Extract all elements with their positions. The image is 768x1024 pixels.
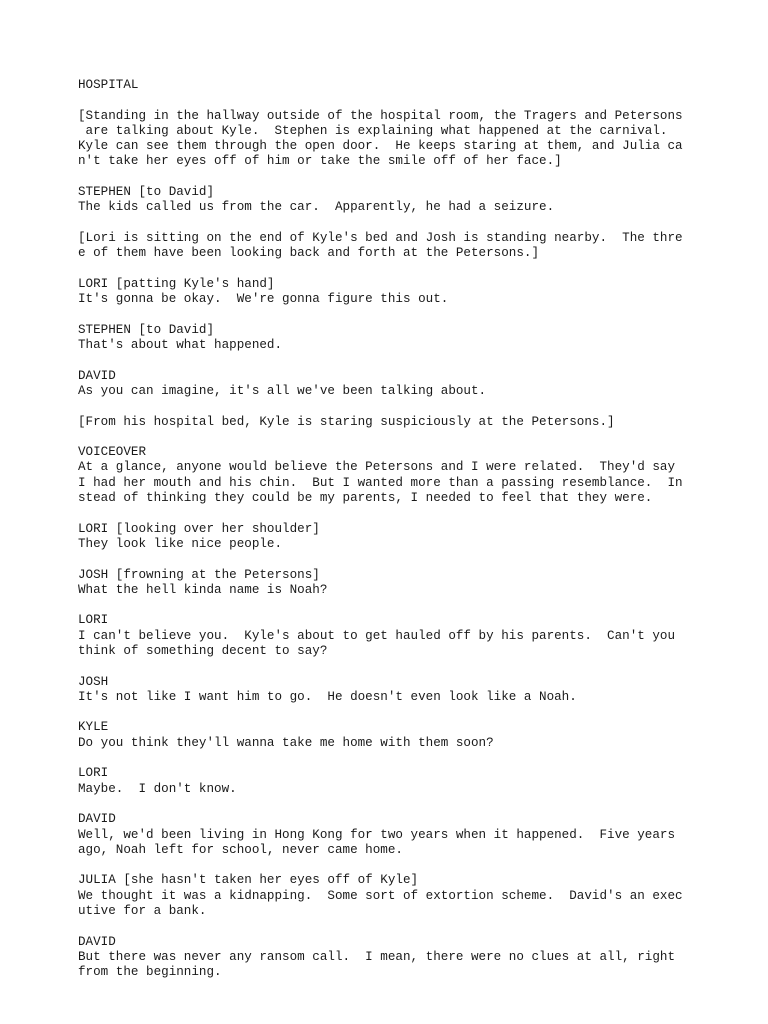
dialogue-line: from the beginning. bbox=[78, 965, 222, 980]
dialogue-block bbox=[78, 185, 718, 216]
dialogue-block bbox=[78, 613, 718, 659]
action-line: [Standing in the hallway outside of the hospital room, the Tragers and Petersons bbox=[78, 108, 683, 123]
dialogue-block bbox=[78, 445, 718, 506]
character-cue: JULIA [she hasn't taken her eyes off of Kyle] bbox=[78, 873, 419, 888]
dialogue-block bbox=[78, 675, 718, 706]
dialogue-line: utive for a bank. bbox=[78, 904, 207, 919]
dialogue-line: What the hell kinda name is Noah? bbox=[78, 582, 328, 597]
dialogue-block bbox=[78, 323, 718, 354]
dialogue-block bbox=[78, 277, 718, 308]
action-block bbox=[78, 415, 718, 430]
dialogue-line: Well, we'd been living in Hong Kong for two years when it happened. Five years bbox=[78, 827, 676, 842]
dialogue-block bbox=[78, 720, 718, 751]
action-line: [From his hospital bed, Kyle is staring suspiciously at the Petersons.] bbox=[78, 414, 615, 429]
dialogue-block bbox=[78, 766, 718, 797]
dialogue-line: At a glance, anyone would believe the Petersons and I were related. They'd say bbox=[78, 460, 676, 475]
character-cue: DAVID bbox=[78, 368, 116, 383]
dialogue-block bbox=[78, 568, 718, 599]
dialogue-line: I can't believe you. Kyle's about to get hauled off by his parents. Can't you bbox=[78, 628, 676, 643]
dialogue-line: But there was never any ransom call. I mean, there were no clues at all, right bbox=[78, 949, 676, 964]
dialogue-line: I had her mouth and his chin. But I wanted more than a passing resemblance. In bbox=[78, 475, 683, 490]
dialogue-line: As you can imagine, it's all we've been talking about. bbox=[78, 383, 487, 398]
character-cue: STEPHEN [to David] bbox=[78, 185, 215, 200]
scene-heading bbox=[78, 78, 718, 93]
dialogue-line: It's not like I want him to go. He doesn't even look like a Noah. bbox=[78, 689, 577, 704]
action-block bbox=[78, 109, 718, 170]
character-cue: LORI [patting Kyle's hand] bbox=[78, 276, 275, 291]
action-line: Kyle can see them through the open door. He keeps staring at them, and Julia ca bbox=[78, 139, 683, 154]
character-cue: DAVID bbox=[78, 812, 116, 827]
dialogue-block bbox=[78, 935, 718, 981]
dialogue-line: The kids called us from the car. Apparently, he had a seizure. bbox=[78, 200, 555, 215]
character-cue: LORI bbox=[78, 613, 109, 628]
character-cue: KYLE bbox=[78, 720, 109, 735]
character-cue: DAVID bbox=[78, 934, 116, 949]
dialogue-line: They look like nice people. bbox=[78, 536, 283, 551]
dialogue-line: think of something decent to say? bbox=[78, 643, 328, 658]
action-line: e of them have been looking back and forth at the Petersons.] bbox=[78, 246, 540, 261]
action-line: n't take her eyes off of him or take the smile off of her face.] bbox=[78, 154, 562, 169]
action-block bbox=[78, 231, 718, 262]
dialogue-block bbox=[78, 522, 718, 553]
dialogue-line: We thought it was a kidnapping. Some sort of extortion scheme. David's an exec bbox=[78, 888, 683, 903]
dialogue-line: That's about what happened. bbox=[78, 338, 283, 353]
dialogue-block bbox=[78, 873, 718, 919]
dialogue-line: Maybe. I don't know. bbox=[78, 781, 237, 796]
dialogue-line: It's gonna be okay. We're gonna figure this out. bbox=[78, 292, 449, 307]
dialogue-block bbox=[78, 369, 718, 400]
scene-heading-text: HOSPITAL bbox=[78, 78, 139, 92]
dialogue-block bbox=[78, 812, 718, 858]
character-cue: VOICEOVER bbox=[78, 445, 147, 460]
character-cue: JOSH bbox=[78, 674, 109, 689]
character-cue: JOSH [frowning at the Petersons] bbox=[78, 567, 320, 582]
character-cue: LORI bbox=[78, 766, 109, 781]
character-cue: STEPHEN [to David] bbox=[78, 322, 215, 337]
dialogue-line: stead of thinking they could be my parents, I needed to feel that they were. bbox=[78, 491, 653, 506]
dialogue-line: Do you think they'll wanna take me home with them soon? bbox=[78, 735, 494, 750]
action-line: [Lori is sitting on the end of Kyle's bed and Josh is standing nearby. The thre bbox=[78, 230, 683, 245]
script-page bbox=[78, 78, 718, 996]
action-line: are talking about Kyle. Stephen is explaining what happened at the carnival. bbox=[78, 123, 668, 138]
dialogue-line: ago, Noah left for school, never came home. bbox=[78, 842, 403, 857]
character-cue: LORI [looking over her shoulder] bbox=[78, 521, 320, 536]
